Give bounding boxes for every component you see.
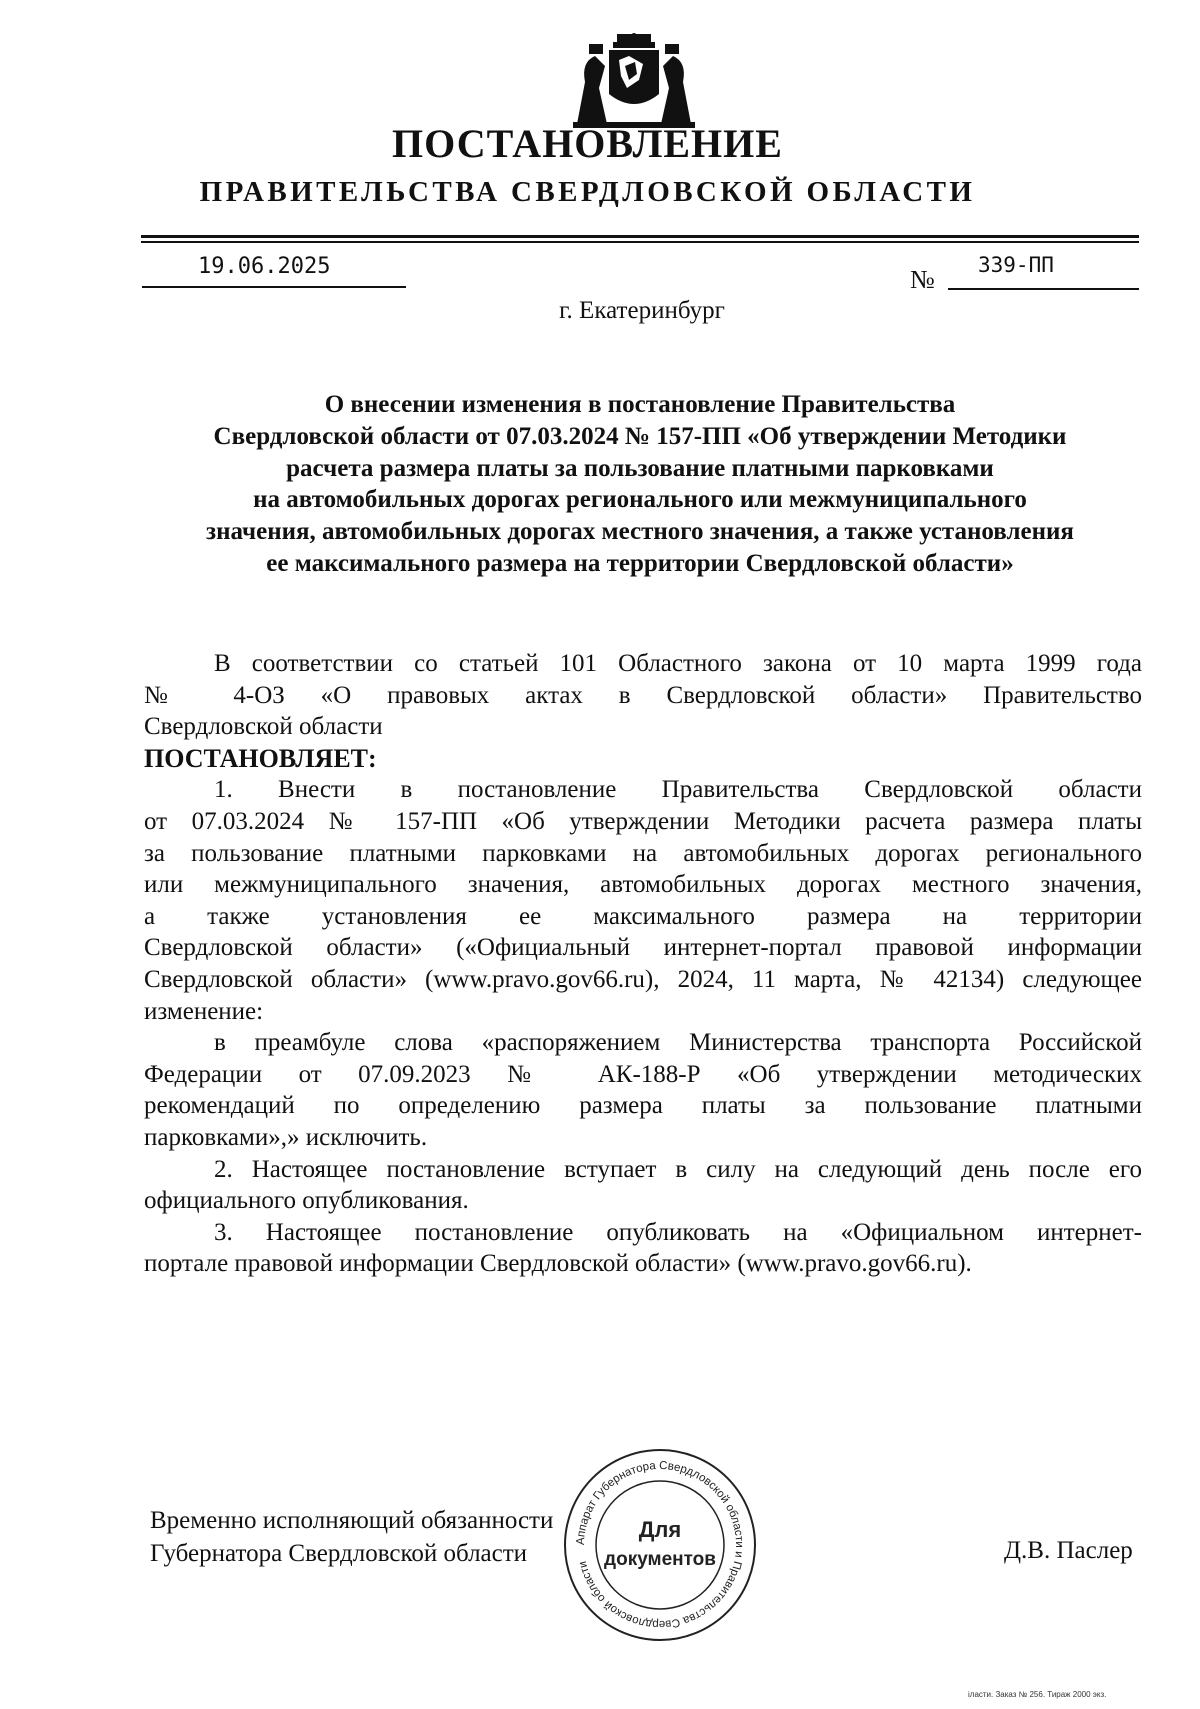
stamp-ring-text: Аппарат Губернатора Свердловской области и Правительства Свердловской области — [574, 1459, 746, 1631]
signatory-position-line: Губернатора Свердловской области — [150, 1540, 528, 1567]
item-3-line: 3. Настоящее постановление опубликовать на «Официальном интернет- — [214, 1218, 1142, 1246]
header-rule-thin — [141, 241, 1139, 243]
signatory-position-line: Временно исполняющий обязанности — [150, 1507, 554, 1534]
amendment-line: рекомендаций по определению размера платы за пользование платными — [144, 1092, 1142, 1120]
item-2-line: 2. Настоящее постановление вступает в силу на следующий день после его — [214, 1155, 1142, 1183]
coat-of-arms-icon — [569, 32, 699, 132]
subject-line: расчета размера платы за пользование платными парковками — [286, 454, 994, 482]
item-1-line: или межмуниципального значения, автомобильных дорогах местного значения, — [144, 871, 1142, 899]
subject-line: значения, автомобильных дорогах местного значения, а также установления — [206, 518, 1074, 546]
item-1-line: от 07.03.2024 № 157-ПП «Об утверждении Методики расчета размера платы — [144, 807, 1142, 835]
signatory-name: Д.В. Паслер — [1004, 1537, 1133, 1564]
document-number: 339-ПП — [978, 253, 1054, 277]
print-note: іласти. Заказ № 256. Тираж 2000 экз. — [968, 1690, 1107, 1699]
item-1-line: изменение: — [144, 997, 264, 1025]
signatory-position — [150, 1504, 553, 1570]
date-underline — [142, 286, 406, 288]
issuer-title: ПРАВИТЕЛЬСТВА СВЕРДЛОВСКОЙ ОБЛАСТИ — [199, 176, 976, 208]
stamp-center-line: Для — [638, 1517, 682, 1542]
preamble-line: В соответствии со статьей 101 Областного закона от 10 марта 1999 года — [214, 650, 1142, 677]
item-1-line: Свердловской области» («Официальный интернет-портал правовой информации — [144, 934, 1142, 962]
item-3-line: портале правовой информации Свердловской области» (www.pravo.gov66.ru). — [144, 1250, 972, 1278]
stamp-center-line: документов — [604, 1549, 716, 1570]
number-sign: № — [910, 265, 935, 294]
subject-line: ее максимального размера на территории Свердловской области» — [266, 549, 1014, 577]
header-rule-thick — [141, 235, 1139, 238]
subject-line: на автомобильных дорогах регионального или межмуниципального — [253, 486, 1027, 514]
amendment-line: парковками»,» исключить. — [144, 1123, 428, 1151]
city: г. Екатеринбург — [559, 297, 725, 324]
preamble-line: Свердловской области — [144, 713, 383, 741]
item-2-line: официального опубликования. — [144, 1187, 469, 1215]
document-date: 19.06.2025 — [198, 254, 331, 279]
item-1-line: за пользование платными парковками на автомобильных дорогах регионального — [144, 839, 1142, 867]
document-stamp — [560, 1445, 760, 1645]
document-subject — [141, 389, 1139, 580]
item-1-line: Свердловской области» (www.pravo.gov66.ru), 2024, 11 марта, № 42134) следующее — [144, 965, 1142, 993]
document-type-title: ПОСТАНОВЛЕНИЕ — [392, 121, 783, 166]
subject-line: Свердловской области от 07.03.2024 № 157-ПП «Об утверждении Методики — [213, 422, 1067, 450]
amendment-line: Федерации от 07.09.2023 № АК-188-Р «Об утверждении методических — [144, 1060, 1142, 1088]
subject-line: О внесении изменения в постановление Правительства — [324, 391, 956, 418]
document-body — [144, 648, 1142, 1280]
number-underline — [948, 288, 1139, 290]
decree-word: ПОСТАНОВЛЯЕТ: — [144, 743, 377, 773]
item-1-line: а также установления ее максимального размера на территории — [144, 902, 1142, 930]
item-1-line: 1. Внести в постановление Правительства Свердловской области — [214, 776, 1142, 804]
preamble-line: № 4-ОЗ «О правовых актах в Свердловской области» Правительство — [144, 681, 1142, 709]
amendment-line: в преамбуле слова «распоряжением Министерства транспорта Российской — [214, 1029, 1142, 1057]
